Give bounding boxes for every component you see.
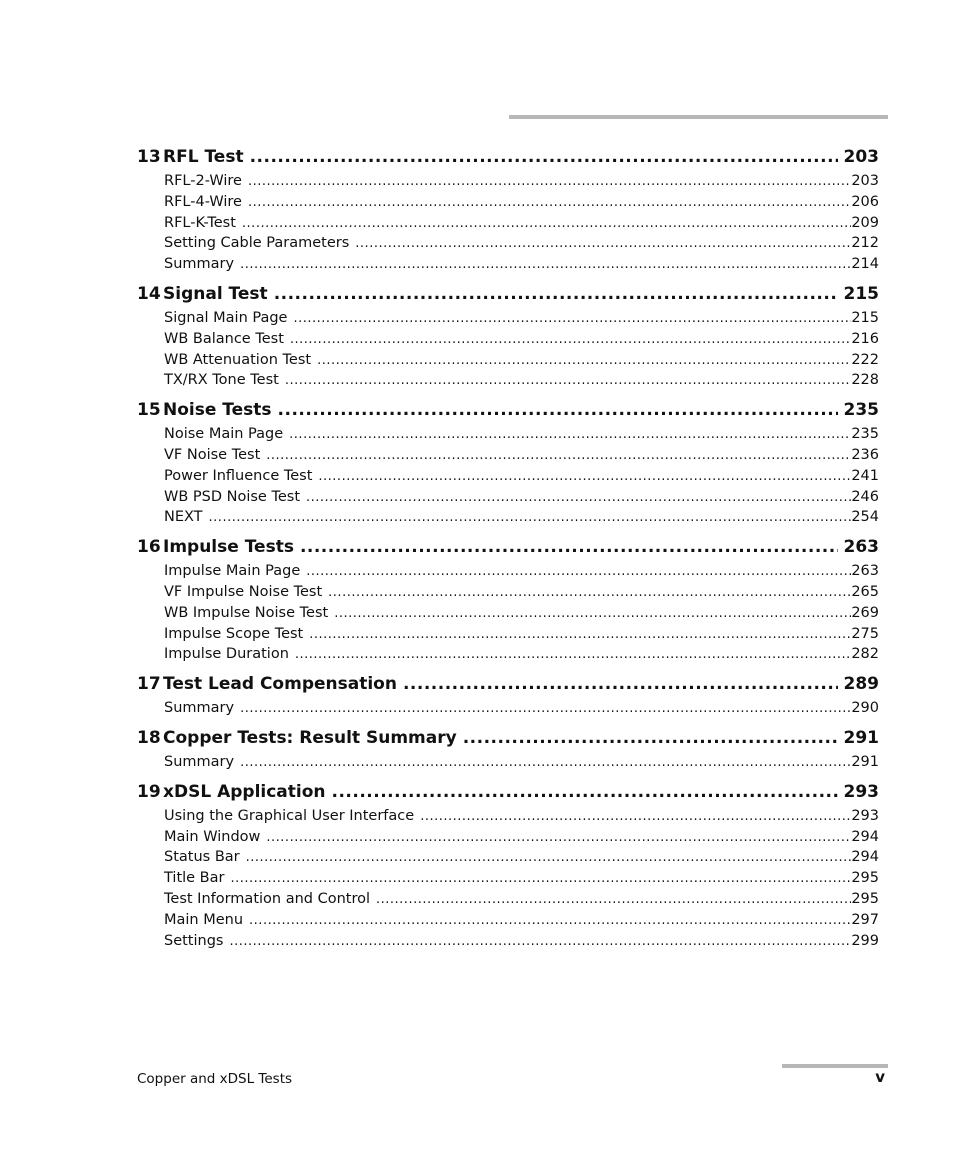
section-entry[interactable]: [137, 698, 879, 719]
chapter-number: 19: [137, 781, 161, 802]
section-title: Summary: [164, 700, 235, 717]
section-page-number: 290: [851, 700, 879, 717]
dot-leader: [240, 255, 851, 276]
chapter-entry[interactable]: [137, 146, 879, 168]
chapter-page-number: 263: [843, 537, 879, 558]
section-entry[interactable]: [137, 889, 879, 910]
section-title: NEXT: [164, 509, 203, 526]
chapter-page-number: 293: [843, 781, 879, 802]
section-page-number: 295: [851, 890, 879, 907]
chapter-entry[interactable]: [137, 673, 879, 695]
section-page-number: 254: [851, 509, 879, 526]
dot-leader: [209, 508, 852, 529]
section-title: Settings: [164, 932, 224, 949]
chapter-page-number: 203: [843, 147, 879, 167]
section-title: Main Menu: [164, 911, 244, 928]
dot-leader: [285, 371, 851, 392]
dot-leader: [355, 234, 851, 255]
section-entry[interactable]: [137, 329, 879, 350]
footer-document-title: Copper and xDSL Tests: [137, 1071, 293, 1087]
section-title: Title Bar: [164, 870, 225, 887]
dot-leader: [420, 807, 851, 828]
chapter-number: 13: [137, 147, 161, 167]
section-page-number: 293: [851, 807, 879, 824]
dot-leader: [240, 753, 851, 774]
section-title: VF Impulse Noise Test: [164, 583, 323, 600]
section-page-number: 294: [851, 849, 879, 866]
section-entry[interactable]: [137, 233, 879, 254]
toc-chapter: [137, 727, 879, 773]
section-page-number: 206: [851, 193, 879, 210]
dot-leader: [242, 214, 851, 235]
dot-leader: [306, 488, 851, 509]
dot-leader: [318, 467, 851, 488]
section-title: Using the Graphical User Interface: [164, 807, 415, 824]
section-page-number: 214: [851, 256, 879, 273]
chapter-number: 16: [137, 537, 161, 558]
section-entry[interactable]: [137, 910, 879, 931]
section-title: Summary: [164, 256, 235, 273]
dot-leader: [248, 193, 851, 214]
section-entry[interactable]: [137, 582, 879, 603]
dot-leader: [328, 583, 851, 604]
header-rule: [509, 115, 888, 119]
dot-leader: [317, 351, 851, 372]
section-page-number: 297: [851, 911, 879, 928]
section-page-number: 228: [851, 372, 879, 389]
dot-leader: [250, 146, 838, 168]
section-page-number: 294: [851, 828, 879, 845]
section-entry[interactable]: [137, 868, 879, 889]
section-title: WB Attenuation Test: [164, 351, 312, 368]
table-of-contents: [137, 146, 879, 959]
section-page-number: 275: [851, 625, 879, 642]
section-title: Setting Cable Parameters: [164, 235, 350, 252]
chapter-page-number: 235: [843, 400, 879, 421]
chapter-title: Signal Test: [163, 283, 268, 304]
section-title: RFL-K-Test: [164, 214, 236, 231]
chapter-number: 14: [137, 283, 161, 304]
chapter-title: Test Lead Compensation: [163, 674, 397, 695]
section-page-number: 269: [851, 604, 879, 621]
section-entry[interactable]: [137, 213, 879, 234]
section-entry[interactable]: [137, 254, 879, 275]
dot-leader: [295, 645, 851, 666]
chapter-title: xDSL Application: [163, 781, 326, 802]
section-page-number: 291: [851, 753, 879, 770]
footer-rule: [782, 1064, 888, 1068]
section-entry[interactable]: [137, 171, 879, 192]
section-page-number: 241: [851, 467, 879, 484]
chapter-title: RFL Test: [163, 147, 244, 167]
section-entry[interactable]: [137, 806, 879, 827]
section-page-number: 215: [851, 309, 879, 326]
chapter-number: 17: [137, 674, 161, 695]
chapter-page-number: 289: [843, 674, 879, 695]
chapter-entry[interactable]: [137, 727, 879, 749]
section-title: Impulse Duration: [164, 646, 289, 663]
section-title: Impulse Main Page: [164, 563, 301, 580]
chapter-title: Noise Tests: [163, 400, 272, 421]
section-page-number: 299: [851, 932, 879, 949]
chapter-number: 15: [137, 400, 161, 421]
section-title: Impulse Scope Test: [164, 625, 304, 642]
dot-leader: [306, 562, 851, 583]
dot-leader: [246, 848, 852, 869]
toc-chapter: [137, 536, 879, 665]
dot-leader: [403, 673, 838, 695]
section-page-number: 236: [851, 446, 879, 463]
section-entry[interactable]: [137, 424, 879, 445]
toc-chapter: [137, 283, 879, 391]
dot-leader: [300, 536, 838, 558]
chapter-entry[interactable]: [137, 781, 879, 803]
section-entry[interactable]: [137, 350, 879, 371]
section-title: TX/RX Tone Test: [164, 372, 279, 389]
section-page-number: 282: [851, 646, 879, 663]
section-page-number: 265: [851, 583, 879, 600]
section-title: VF Noise Test: [164, 446, 261, 463]
dot-leader: [240, 699, 851, 720]
section-entry[interactable]: [137, 644, 879, 665]
dot-leader: [278, 399, 838, 421]
toc-chapter: [137, 673, 879, 719]
chapter-entry[interactable]: [137, 399, 879, 421]
section-entry[interactable]: [137, 445, 879, 466]
section-entry[interactable]: [137, 370, 879, 391]
section-title: Signal Main Page: [164, 309, 288, 326]
section-page-number: 295: [851, 870, 879, 887]
section-entry[interactable]: [137, 466, 879, 487]
section-title: Power Influence Test: [164, 467, 313, 484]
section-entry[interactable]: [137, 603, 879, 624]
section-page-number: 209: [851, 214, 879, 231]
section-page-number: 203: [851, 173, 879, 189]
section-entry[interactable]: [137, 308, 879, 329]
dot-leader: [463, 727, 838, 749]
section-title: Summary: [164, 753, 235, 770]
section-title: Status Bar: [164, 849, 240, 866]
section-page-number: 216: [851, 330, 879, 347]
chapter-title: Copper Tests: Result Summary: [163, 727, 457, 748]
section-title: Noise Main Page: [164, 426, 284, 443]
toc-chapter: [137, 146, 879, 275]
section-entry[interactable]: [137, 507, 879, 528]
section-entry[interactable]: [137, 752, 879, 773]
toc-chapter: [137, 399, 879, 528]
dot-leader: [293, 309, 851, 330]
section-page-number: 263: [851, 563, 879, 580]
dot-leader: [289, 425, 851, 446]
section-title: Test Information and Control: [164, 890, 371, 907]
section-entry[interactable]: [137, 827, 879, 848]
dot-leader: [248, 172, 851, 193]
section-page-number: 212: [851, 235, 879, 252]
dot-leader: [309, 625, 851, 646]
toc-chapter: [137, 781, 879, 952]
chapter-page-number: 291: [843, 727, 879, 748]
section-entry[interactable]: [137, 487, 879, 508]
section-page-number: 222: [851, 351, 879, 368]
section-entry[interactable]: [137, 561, 879, 582]
footer-page-number: v: [875, 1068, 885, 1086]
section-entry[interactable]: [137, 192, 879, 213]
section-title: WB PSD Noise Test: [164, 488, 301, 505]
dot-leader: [266, 828, 851, 849]
section-title: WB Balance Test: [164, 330, 284, 347]
section-title: WB Impulse Noise Test: [164, 604, 329, 621]
section-entry[interactable]: [137, 847, 879, 868]
dot-leader: [376, 890, 851, 911]
section-title: RFL-2-Wire: [164, 173, 242, 189]
dot-leader: [334, 604, 851, 625]
dot-leader: [249, 911, 851, 932]
section-page-number: 235: [851, 426, 879, 443]
chapter-entry[interactable]: [137, 283, 879, 305]
chapter-number: 18: [137, 727, 161, 748]
section-entry[interactable]: [137, 931, 879, 952]
dot-leader: [274, 283, 838, 305]
section-page-number: 246: [851, 488, 879, 505]
chapter-entry[interactable]: [137, 536, 879, 558]
section-title: RFL-4-Wire: [164, 193, 242, 210]
dot-leader: [266, 446, 851, 467]
chapter-page-number: 215: [843, 283, 879, 304]
section-entry[interactable]: [137, 624, 879, 645]
section-title: Main Window: [164, 828, 261, 845]
chapter-title: Impulse Tests: [163, 537, 294, 558]
dot-leader: [290, 330, 851, 351]
dot-leader: [229, 932, 851, 953]
dot-leader: [230, 869, 851, 890]
dot-leader: [332, 781, 838, 803]
